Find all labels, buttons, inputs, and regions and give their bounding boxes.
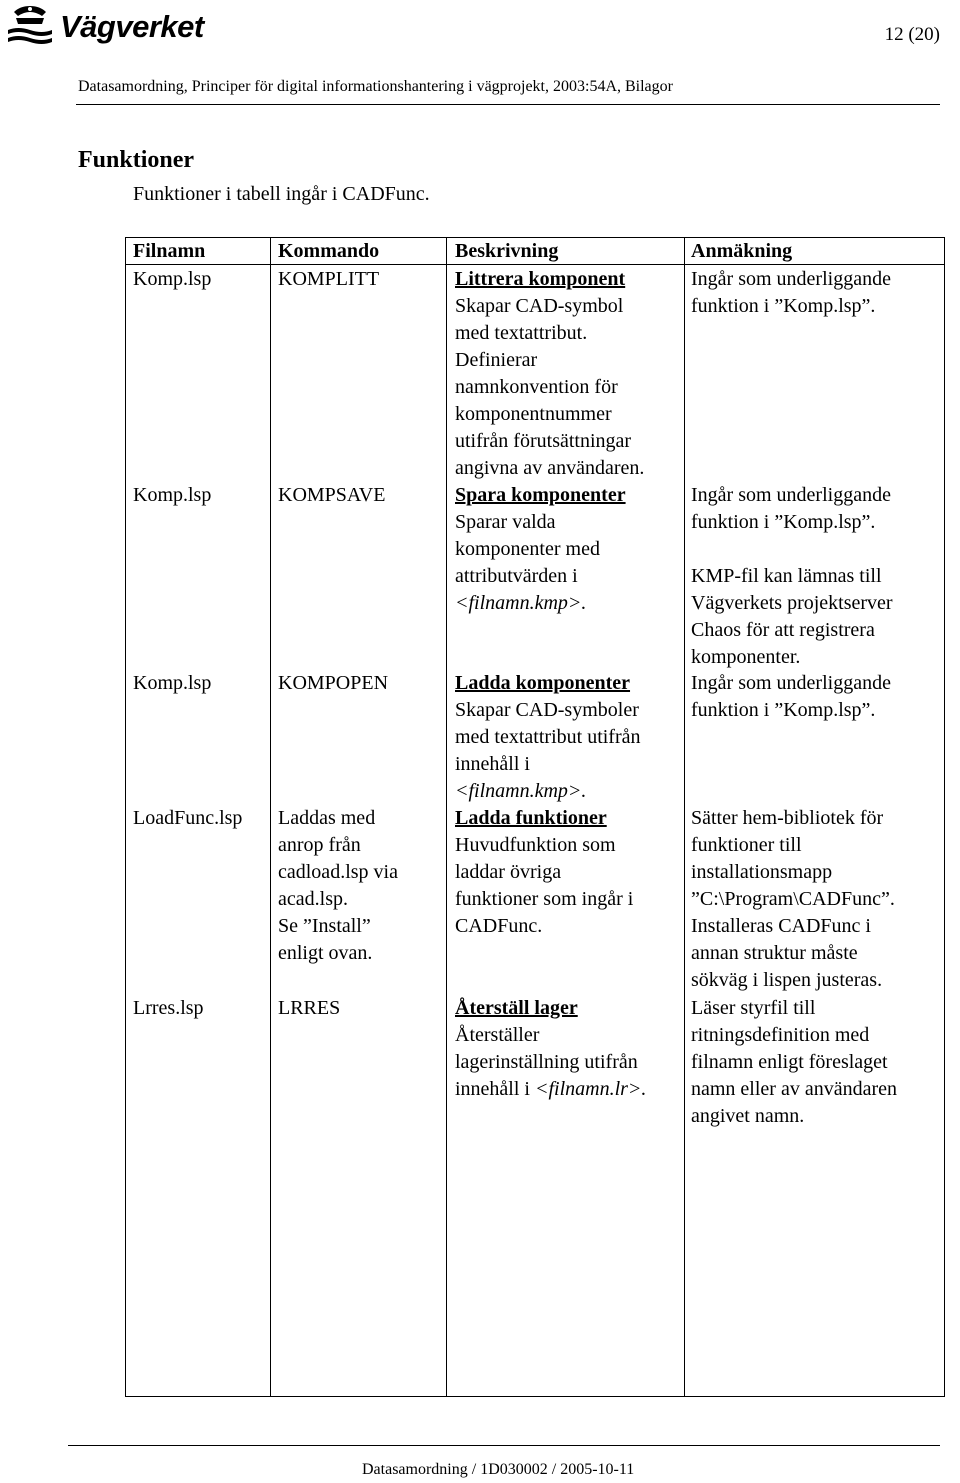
note-line: funktion i ”Komp.lsp”. xyxy=(691,511,876,533)
intro-text: Funktioner i tabell ingår i CADFunc. xyxy=(133,183,430,205)
row-4-title: Ladda funktioner xyxy=(455,807,607,829)
column-header-kommando: Kommando xyxy=(278,240,380,262)
section-title: Funktioner xyxy=(78,147,195,173)
note-line: Läser styrfil till xyxy=(691,997,816,1019)
row-4-command xyxy=(278,805,443,967)
note-line: KMP-fil kan lämnas till xyxy=(691,565,882,587)
note-line: namn eller av användaren xyxy=(691,1078,898,1100)
note-line: komponenter. xyxy=(691,646,801,668)
desc-line: CADFunc. xyxy=(455,915,543,937)
desc-line: komponenter med xyxy=(455,538,600,560)
table-column-divider xyxy=(270,237,271,1397)
row-3-file: Komp.lsp xyxy=(133,672,212,694)
row-1-command: KOMPLITT xyxy=(278,268,380,290)
vagverket-logo xyxy=(6,4,204,50)
desc-line: angivna av användaren. xyxy=(455,457,645,479)
row-4-file: LoadFunc.lsp xyxy=(133,807,243,829)
table-column-divider xyxy=(446,237,447,1397)
row-3-title: Ladda komponenter xyxy=(455,672,631,694)
desc-line: utifrån förutsättningar xyxy=(455,430,632,452)
note-line: sökväg i lispen justeras. xyxy=(691,969,883,991)
row-5-command: LRRES xyxy=(278,997,341,1019)
footer-text: Datasamordning / 1D030002 / 2005-10-11 xyxy=(362,1461,635,1478)
command-line: acad.lsp. xyxy=(278,888,348,910)
desc-line: Återställer xyxy=(455,1024,540,1046)
desc-line: med textattribut. xyxy=(455,322,588,344)
row-2-title: Spara komponenter xyxy=(455,484,626,506)
logo-text: Vägverket xyxy=(60,9,204,44)
note-line: Ingår som underliggande xyxy=(691,268,891,290)
note-line: funktion i ”Komp.lsp”. xyxy=(691,295,876,317)
row-3-description xyxy=(455,670,683,805)
row-1-file: Komp.lsp xyxy=(133,268,212,290)
command-line: anrop från xyxy=(278,834,361,856)
column-header-anmarkning: Anmäkning xyxy=(691,240,793,262)
footer-divider xyxy=(68,1445,940,1446)
desc-line: namnkonvention för xyxy=(455,376,618,398)
note-line: Installeras CADFunc i xyxy=(691,915,871,937)
command-line: enligt ovan. xyxy=(278,942,373,964)
desc-line: Definierar xyxy=(455,349,538,371)
command-line: Laddas med xyxy=(278,807,376,829)
row-1-description xyxy=(455,266,683,482)
row-5-title: Återställ lager xyxy=(455,997,578,1019)
note-line: Ingår som underliggande xyxy=(691,484,891,506)
desc-line: Skapar CAD-symbol xyxy=(455,295,624,317)
note-line: Ingår som underliggande xyxy=(691,672,891,694)
page-number: 12 (20) xyxy=(884,24,940,45)
desc-line: Sparar valda xyxy=(455,511,556,533)
row-5-note xyxy=(691,995,941,1130)
command-line: Se ”Install” xyxy=(278,915,371,937)
note-line: ritningsdefinition med xyxy=(691,1024,870,1046)
command-line: cadload.lsp via xyxy=(278,861,398,883)
row-2-description xyxy=(455,482,683,617)
header-divider xyxy=(76,104,940,105)
note-line: installationsmapp xyxy=(691,861,833,883)
desc-line: laddar övriga xyxy=(455,861,562,883)
row-2-note xyxy=(691,482,941,671)
note-line: Sätter hem-bibliotek för xyxy=(691,807,884,829)
crown-emblem-icon xyxy=(6,4,54,50)
row-4-note xyxy=(691,805,941,994)
row-2-file: Komp.lsp xyxy=(133,484,212,506)
note-line: filnamn enligt föreslaget xyxy=(691,1051,888,1073)
desc-line: Huvudfunktion som xyxy=(455,834,616,856)
row-3-command: KOMPOPEN xyxy=(278,672,389,694)
desc-line-italic: <filnamn.kmp>. xyxy=(455,780,587,802)
desc-line: Skapar CAD-symboler xyxy=(455,699,639,721)
row-5-description xyxy=(455,995,683,1103)
desc-prefix: innehåll i xyxy=(455,1078,535,1100)
note-line: funktion i ”Komp.lsp”. xyxy=(691,699,876,721)
row-5-file: Lrres.lsp xyxy=(133,997,204,1019)
document-header: Datasamordning, Principer för digital informationshantering i vägprojekt, 2003:54A, Bilagor xyxy=(78,78,673,95)
desc-line: komponentnummer xyxy=(455,403,612,425)
row-1-note xyxy=(691,266,941,320)
table-column-divider xyxy=(684,237,685,1397)
row-1-title: Littrera komponent xyxy=(455,268,626,290)
note-line: Vägverkets projektserver xyxy=(691,592,893,614)
desc-line: med textattribut utifrån xyxy=(455,726,641,748)
desc-italic: <filnamn.lr>. xyxy=(534,1078,647,1100)
row-4-description xyxy=(455,805,683,940)
row-3-note xyxy=(691,670,941,724)
column-header-beskrivning: Beskrivning xyxy=(455,240,559,262)
desc-line xyxy=(455,1076,683,1103)
desc-line: funktioner som ingår i xyxy=(455,888,634,910)
note-line: Chaos för att registrera xyxy=(691,619,875,641)
desc-line: innehåll i xyxy=(455,753,530,775)
note-line: angivet namn. xyxy=(691,1105,805,1127)
note-line: annan struktur måste xyxy=(691,942,858,964)
desc-line: lagerinställning utifrån xyxy=(455,1051,638,1073)
note-line: ”C:\Program\CADFunc”. xyxy=(691,888,895,910)
column-header-filnamn: Filnamn xyxy=(133,240,206,262)
row-2-command: KOMPSAVE xyxy=(278,484,386,506)
desc-line-italic: <filnamn.kmp>. xyxy=(455,592,587,614)
note-line: funktioner till xyxy=(691,834,802,856)
desc-line: attributvärden i xyxy=(455,565,578,587)
